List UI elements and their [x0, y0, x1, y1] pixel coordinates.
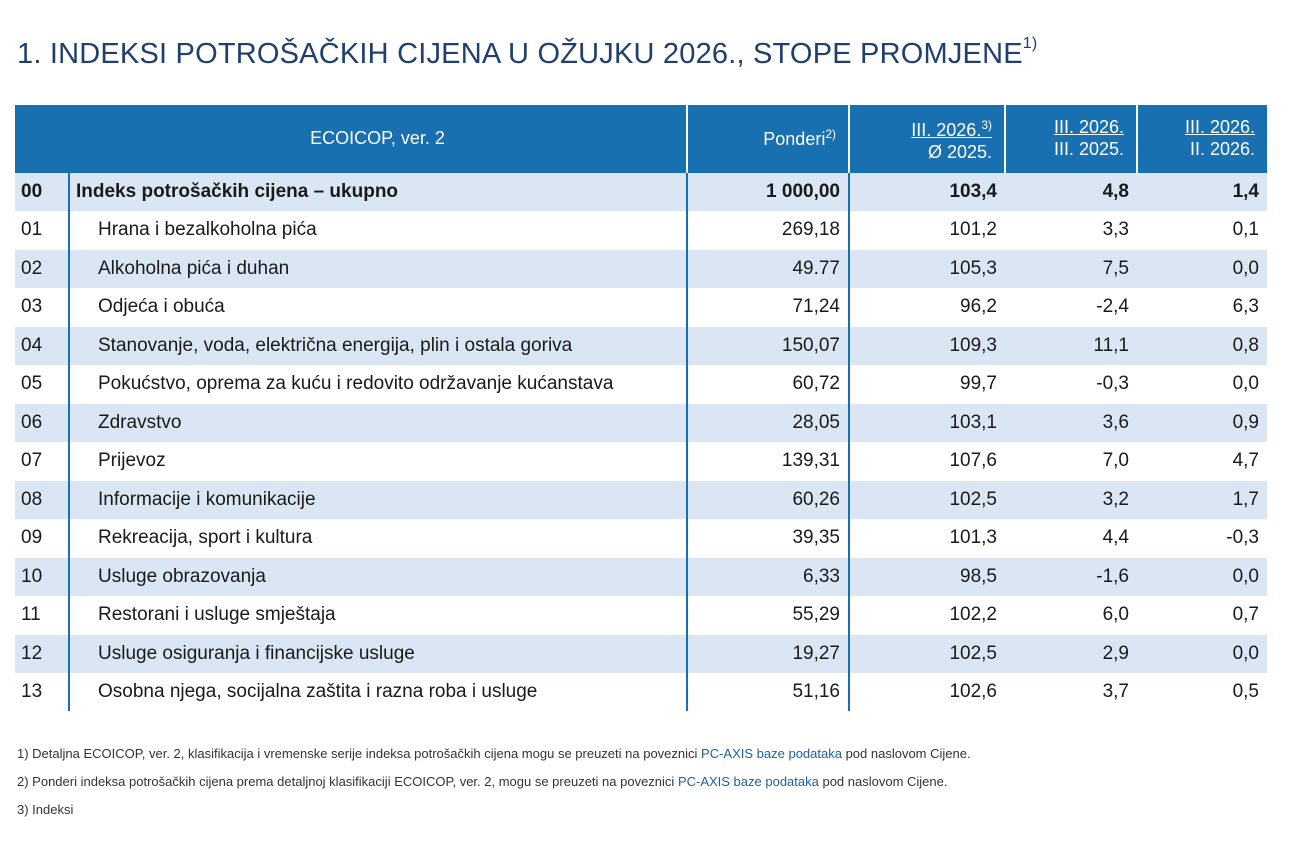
header-yoy [1005, 105, 1137, 172]
row-code: 06 [15, 404, 69, 443]
row-yoy: 4,8 [1005, 172, 1137, 211]
row-mom: -0,3 [1137, 519, 1267, 558]
row-name: Rekreacija, sport i kultura [69, 519, 687, 558]
table-row [15, 211, 1267, 250]
table-row [15, 558, 1267, 597]
row-weight: 60,26 [687, 481, 849, 520]
footnote-2 [17, 773, 971, 801]
row-mom: 0,1 [1137, 211, 1267, 250]
table-row [15, 250, 1267, 289]
row-mom: 0,9 [1137, 404, 1267, 443]
header-yoy-line1: III. 2026. [1053, 117, 1124, 137]
header-weights [687, 105, 849, 172]
footnotes [17, 745, 971, 829]
row-name: Hrana i bezalkoholna pića [69, 211, 687, 250]
row-weight: 1 000,00 [687, 172, 849, 211]
row-yoy: -0,3 [1005, 365, 1137, 404]
row-weight: 71,24 [687, 288, 849, 327]
row-yoy: -1,6 [1005, 558, 1137, 597]
row-mom: 1,4 [1137, 172, 1267, 211]
row-code: 02 [15, 250, 69, 289]
table-row [15, 596, 1267, 635]
row-name: Informacije i komunikacije [69, 481, 687, 520]
table-row [15, 519, 1267, 558]
title-footnote-ref: 1) [1022, 35, 1038, 53]
footnote-2-tail: pod naslovom Cijene. [818, 774, 948, 789]
row-code: 10 [15, 558, 69, 597]
row-code: 03 [15, 288, 69, 327]
row-index: 98,5 [849, 558, 1005, 597]
footnote-1 [17, 745, 971, 773]
row-weight: 55,29 [687, 596, 849, 635]
title-text: 1. INDEKSI POTROŠAČKIH CIJENA U OŽUJKU 2026., STOPE PROMJENE [17, 38, 1023, 70]
footnote-3: 3) Indeksi [17, 802, 74, 817]
row-weight: 49.77 [687, 250, 849, 289]
row-yoy: 3,6 [1005, 404, 1137, 443]
row-code: 00 [15, 172, 69, 211]
row-index: 102,5 [849, 635, 1005, 674]
row-code: 05 [15, 365, 69, 404]
row-code: 09 [15, 519, 69, 558]
row-name: Prijevoz [69, 442, 687, 481]
header-weights-sup: 2) [825, 126, 836, 141]
row-index: 109,3 [849, 327, 1005, 366]
header-classification: ECOICOP, ver. 2 [69, 105, 687, 172]
row-yoy: 7,0 [1005, 442, 1137, 481]
row-name: Zdravstvo [69, 404, 687, 443]
row-name: Usluge obrazovanja [69, 558, 687, 597]
footnote-1-text: 1) Detaljna ECOICOP, ver. 2, klasifikacija i vremenske serije indeksa potrošačkih cijena mogu se preuzeti na poveznici [17, 746, 702, 761]
row-yoy: 3,2 [1005, 481, 1137, 520]
pc-axis-link-1[interactable]: PC-AXIS baze podataka [701, 746, 842, 761]
row-index: 103,4 [849, 172, 1005, 211]
row-code: 07 [15, 442, 69, 481]
row-index: 105,3 [849, 250, 1005, 289]
row-yoy: 6,0 [1005, 596, 1137, 635]
row-index: 103,1 [849, 404, 1005, 443]
header-yoy-line2: III. 2025. [1053, 139, 1124, 159]
row-index: 102,6 [849, 673, 1005, 711]
row-name: Alkoholna pića i duhan [69, 250, 687, 289]
row-weight: 269,18 [687, 211, 849, 250]
row-name: Usluge osiguranja i financijske usluge [69, 635, 687, 674]
row-mom: 0,0 [1137, 558, 1267, 597]
table-row [15, 288, 1267, 327]
row-index: 107,6 [849, 442, 1005, 481]
table-row [15, 442, 1267, 481]
row-yoy: -2,4 [1005, 288, 1137, 327]
row-mom: 0,7 [1137, 596, 1267, 635]
row-weight: 150,07 [687, 327, 849, 366]
row-weight: 6,33 [687, 558, 849, 597]
footnote-1-tail: pod naslovom Cijene. [841, 746, 971, 761]
header-code [15, 105, 69, 172]
table-row [15, 365, 1267, 404]
row-weight: 51,16 [687, 673, 849, 711]
row-name: Stanovanje, voda, električna energija, plin i ostala goriva [69, 327, 687, 366]
row-weight: 28,05 [687, 404, 849, 443]
pc-axis-link-2[interactable]: PC-AXIS baze podataka [677, 774, 819, 789]
row-code: 04 [15, 327, 69, 366]
row-yoy: 7,5 [1005, 250, 1137, 289]
row-mom: 4,7 [1137, 442, 1267, 481]
header-mom [1137, 105, 1267, 172]
header-weights-label: Ponderi [763, 128, 826, 149]
row-index: 101,2 [849, 211, 1005, 250]
cpi-table [15, 105, 1267, 711]
row-mom: 0,0 [1137, 365, 1267, 404]
row-weight: 39,35 [687, 519, 849, 558]
row-code: 11 [15, 596, 69, 635]
table-body [15, 172, 1267, 711]
header-index-line1: III. 2026.$^{3)}$ [911, 117, 992, 140]
header-mom-line1: III. 2026. [1184, 117, 1255, 137]
row-yoy: 3,7 [1005, 673, 1137, 711]
row-yoy: 4,4 [1005, 519, 1137, 558]
table-row-total [15, 172, 1267, 211]
row-name: Indeks potrošačkih cijena – ukupno [69, 172, 687, 211]
row-name: Osobna njega, socijalna zaštita i razna roba i usluge [69, 673, 687, 711]
row-index: 102,5 [849, 481, 1005, 520]
row-yoy: 2,9 [1005, 635, 1137, 674]
row-mom: 0,5 [1137, 673, 1267, 711]
table-row [15, 673, 1267, 711]
row-code: 08 [15, 481, 69, 520]
row-mom: 1,7 [1137, 481, 1267, 520]
row-code: 01 [15, 211, 69, 250]
table-row [15, 327, 1267, 366]
table-row [15, 635, 1267, 674]
row-mom: 0,8 [1137, 327, 1267, 366]
row-weight: 139,31 [687, 442, 849, 481]
row-yoy: 3,3 [1005, 211, 1137, 250]
footnote-2-text: 2) Ponderi indeksa potrošačkih cijena prema detaljnoj klasifikaciji ECOICOP, ver. 2, mogu se preuzeti na poveznici [17, 774, 678, 789]
row-name: Restorani i usluge smještaja [69, 596, 687, 635]
page-title [17, 35, 1038, 71]
row-mom: 6,3 [1137, 288, 1267, 327]
row-code: 12 [15, 635, 69, 674]
table-header-row [15, 105, 1267, 172]
row-weight: 19,27 [687, 635, 849, 674]
table-row [15, 481, 1267, 520]
table-row [15, 404, 1267, 443]
row-index: 99,7 [849, 365, 1005, 404]
row-index: 101,3 [849, 519, 1005, 558]
row-index: 102,2 [849, 596, 1005, 635]
row-index: 96,2 [849, 288, 1005, 327]
row-mom: 0,0 [1137, 250, 1267, 289]
row-code: 13 [15, 673, 69, 711]
header-mom-line2: II. 2026. [1189, 139, 1255, 159]
row-yoy: 11,1 [1005, 327, 1137, 366]
row-mom: 0,0 [1137, 635, 1267, 674]
row-name: Pokućstvo, oprema za kuću i redovito održavanje kućanstava [69, 365, 687, 404]
row-weight: 60,72 [687, 365, 849, 404]
header-index-vs-avg [849, 105, 1005, 172]
header-index-line2: Ø 2025. [927, 141, 992, 162]
row-name: Odjeća i obuća [69, 288, 687, 327]
